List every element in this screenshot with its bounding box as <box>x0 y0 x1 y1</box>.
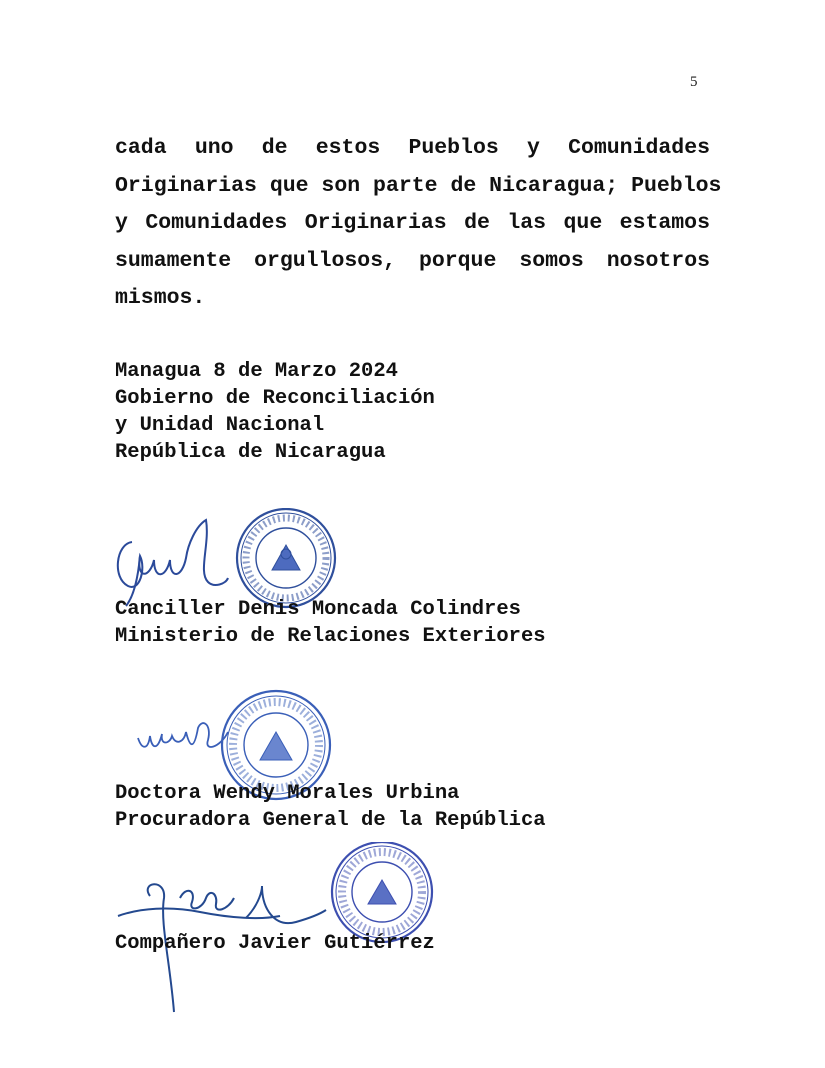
signature-moncada <box>118 520 228 606</box>
signatory-name: Compañero Javier Gutiérrez <box>115 932 435 955</box>
paragraph-line: sumamente orgullosos, porque somos nosotros <box>115 248 710 273</box>
government-line: y Unidad Nacional <box>115 414 325 437</box>
signatory-name: Canciller Denis Moncada Colindres <box>115 598 521 621</box>
paragraph-line: Originarias que son parte de Nicaragua; Pueblos <box>115 173 722 198</box>
signatory-3 <box>115 930 435 957</box>
page-number: 5 <box>690 74 698 90</box>
paragraph-line: y Comunidades Originarias de las que estamos <box>115 211 710 236</box>
signatory-role: Procuradora General de la República <box>115 809 546 832</box>
paragraph-line: cada uno de estos Pueblos y Comunidades <box>115 136 710 160</box>
government-line: Gobierno de Reconciliación <box>115 387 435 410</box>
signature-morales <box>138 723 228 747</box>
paragraph-line: mismos. <box>115 286 206 311</box>
place-date-block <box>115 358 435 466</box>
signatory-1 <box>115 596 546 650</box>
signatory-role: Ministerio de Relaciones Exteriores <box>115 625 546 648</box>
country-line: República de Nicaragua <box>115 441 386 464</box>
signatory-2 <box>115 780 546 834</box>
seal-mre <box>237 509 335 607</box>
signatory-name: Doctora Wendy Morales Urbina <box>115 782 460 805</box>
seal-gru <box>332 842 432 942</box>
body-paragraph <box>115 130 722 318</box>
place-date-line: Managua 8 de Marzo 2024 <box>115 360 398 383</box>
